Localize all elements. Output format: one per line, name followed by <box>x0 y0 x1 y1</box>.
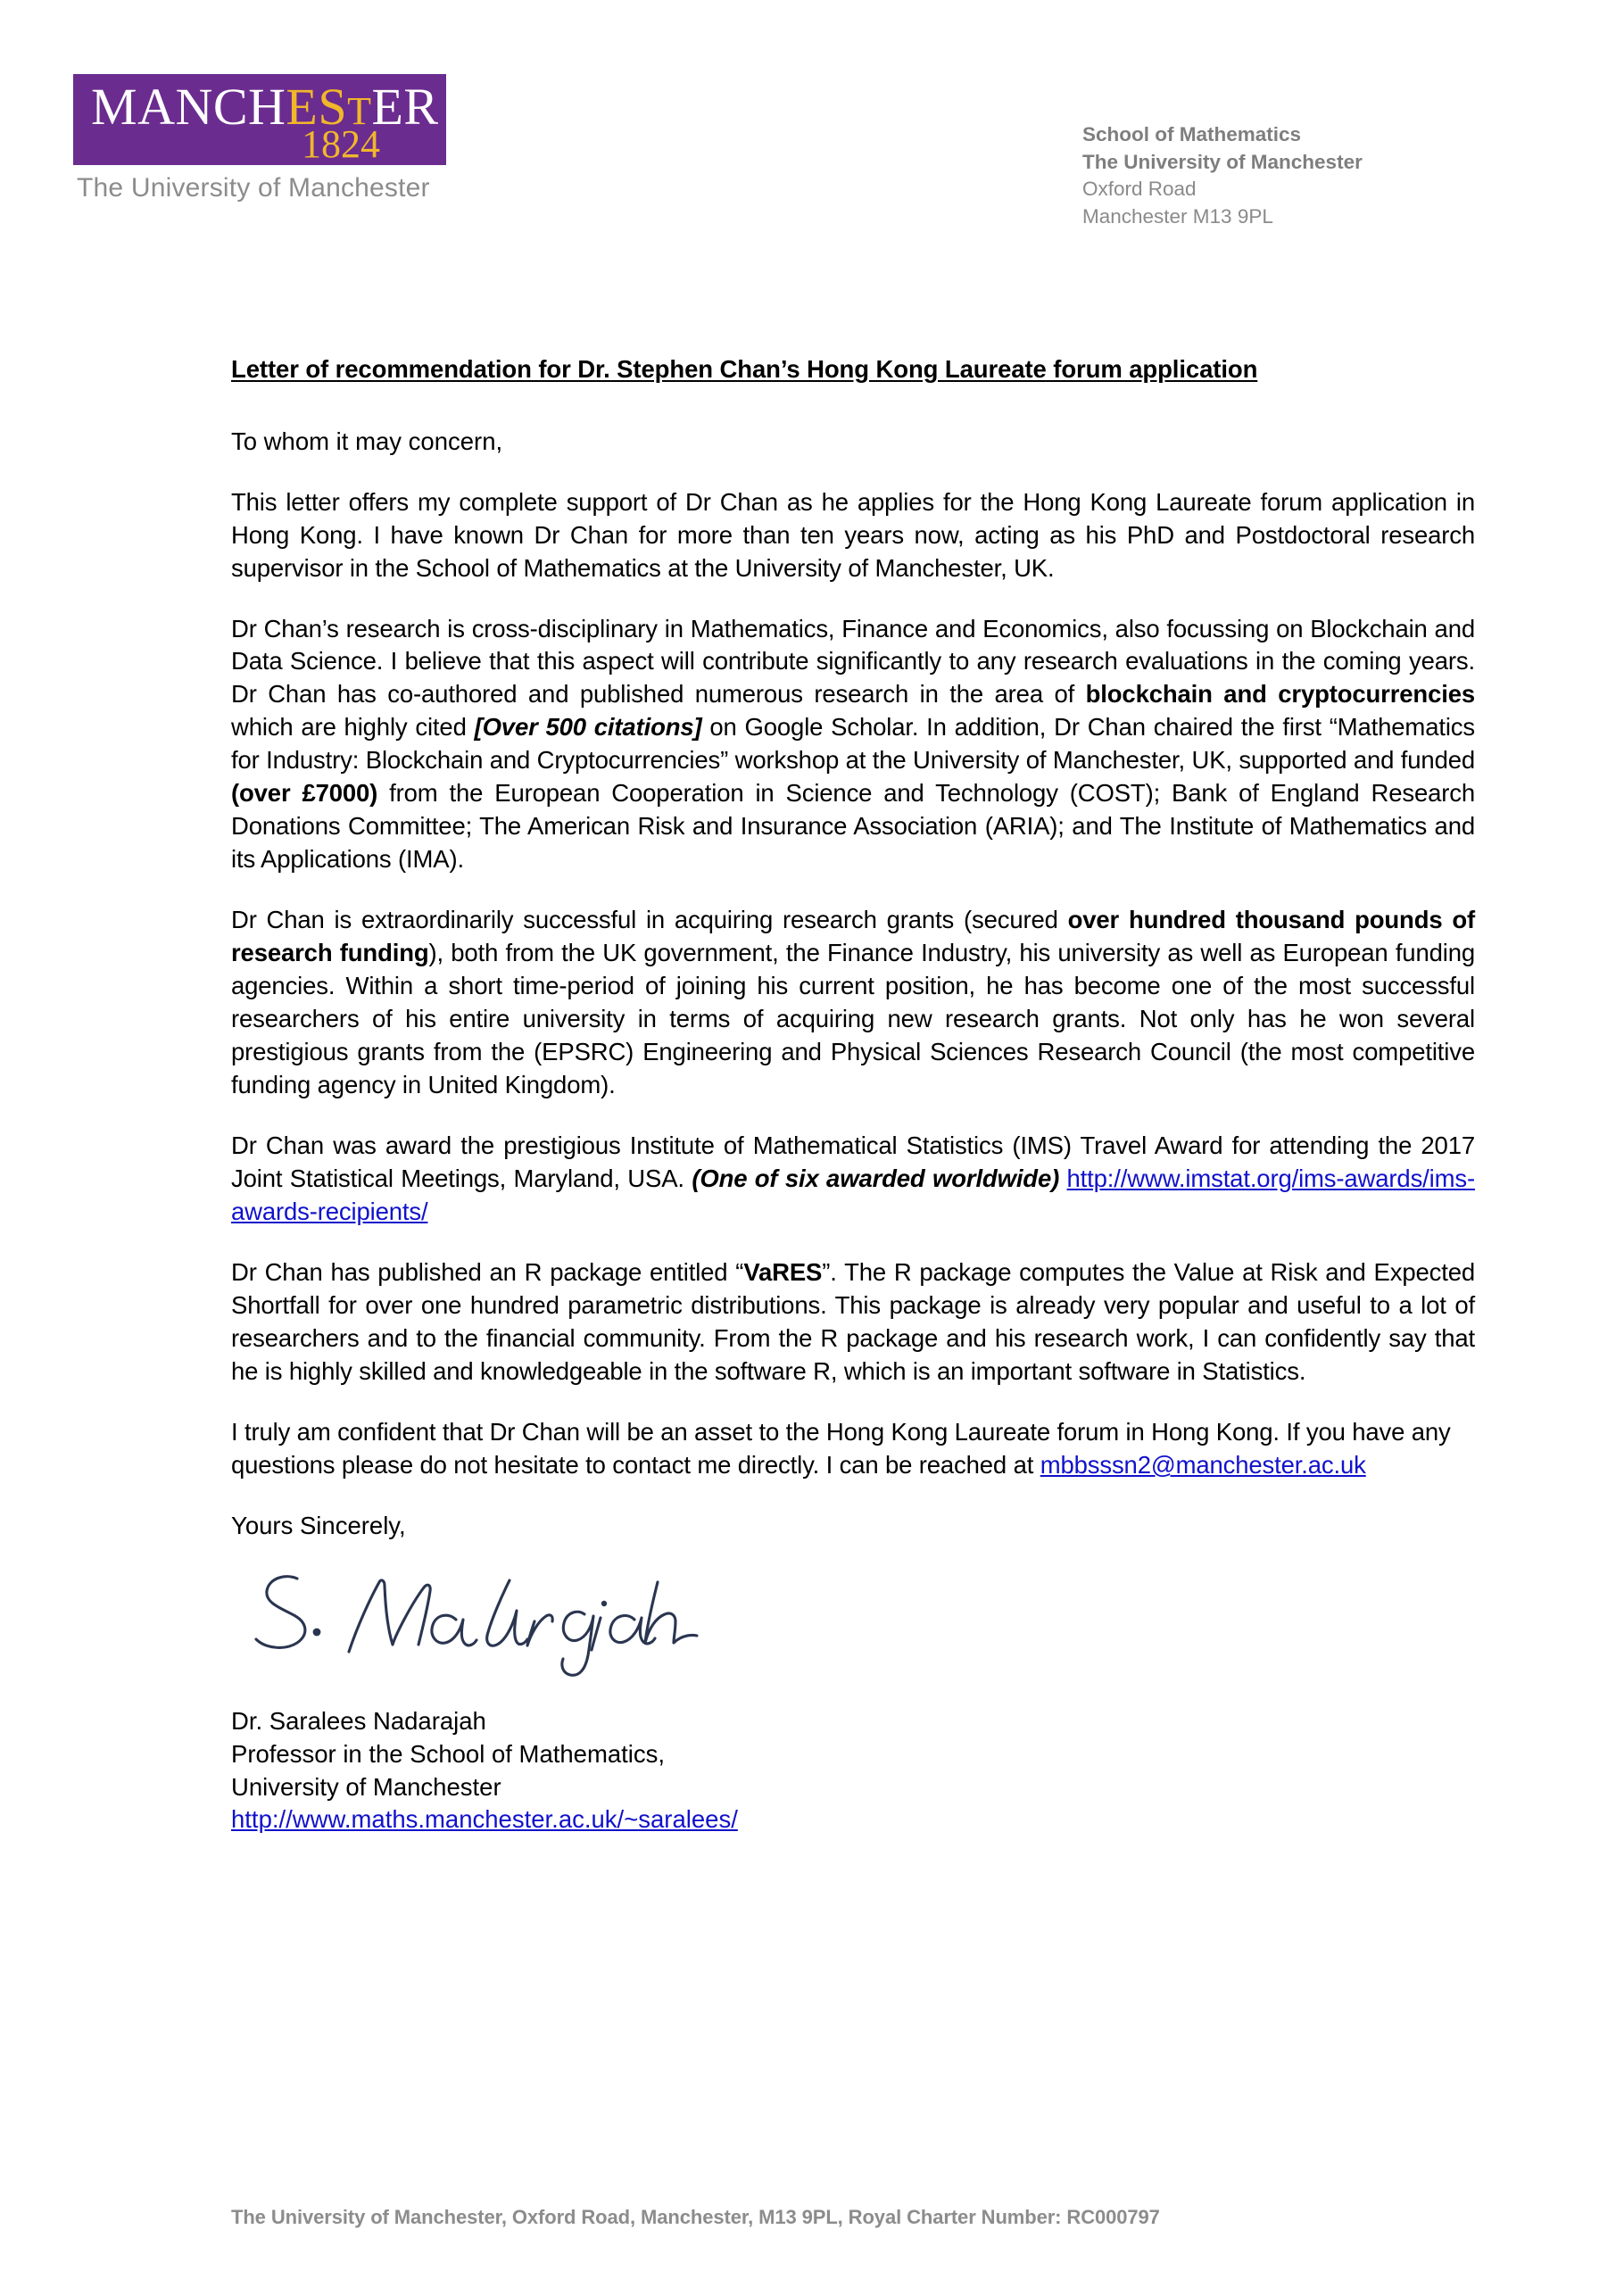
salutation: To whom it may concern, <box>231 427 503 455</box>
logo-year: 1824 <box>302 122 380 165</box>
address-line-street: Oxford Road <box>1082 178 1197 201</box>
closing-line: Yours Sincerely, <box>231 1512 406 1540</box>
paragraph-vares-package <box>231 1256 1475 1388</box>
handwritten-signature <box>245 1559 709 1684</box>
address-line-school: School of Mathematics <box>1082 123 1302 145</box>
logo-word-part-2: ES <box>286 78 348 136</box>
page-footer: The University of Manchester, Oxford Road, Manchester, M13 9PL, Royal Charter Number: RC000797 <box>231 2206 1160 2228</box>
paragraph-ims-award <box>231 1130 1475 1229</box>
p2-bold-italic-citations: [Over 500 citations] <box>474 713 702 742</box>
logo-word-part-4: ER <box>371 78 439 136</box>
p3-bold-research-funding: over hundred thousand pounds of research funding <box>231 906 1475 967</box>
ims-awards-link[interactable]: http://www.imstat.org/ims-awards/ims-awards-recipients/ <box>231 1165 1475 1226</box>
paragraph-research <box>231 613 1475 877</box>
signer-role: Professor in the School of Mathematics, <box>231 1739 666 1768</box>
signer-homepage-link[interactable]: http://www.maths.manchester.ac.uk/~saralees/ <box>231 1805 738 1834</box>
paragraph-intro <box>231 486 1475 585</box>
p2-text-a: Dr Chan’s research is cross-disciplinary in Mathematics, Finance and Economics, also focussing on Blockchain and Data Science. I believe that this aspect will contribute significantly to any research evaluations in the coming years. Dr Chan has co-authored and published numerous research in the area of <box>231 614 1475 709</box>
p4-bold-italic-award: (One of six awarded worldwide) <box>692 1165 1060 1193</box>
letter-body <box>231 353 1475 1836</box>
p5-text-a: Dr Chan has published an R package entitled “ <box>231 1258 744 1287</box>
address-line-city-postcode: Manchester M13 9PL <box>1082 204 1273 228</box>
paragraph-intro-text: This letter offers my complete support of Dr Chan as he applies for the Hong Kong Laureate forum application in Hong Kong. I have known Dr Chan for more than ten years now, acting as his PhD and Postdoctoral research supervisor in the School of Mathematics at the University of Manchester, UK. <box>231 487 1475 582</box>
p3-text-a: Dr Chan is extraordinarily successful in acquiring research grants (secured <box>231 906 1068 934</box>
signer-institution: University of Manchester <box>231 1772 501 1801</box>
p3-text-b: ), both from the UK government, the Finance Industry, his university as well as European funding agencies. Within a short time-period of joining his current position, he has become one of the most successful researchers of his entire university in terms of acquiring new research grants. Not only has he won several prestigious grants from the (EPSRC) Engineering and Physical Sciences Research Council (the most competitive funding agency in United Kingdom). <box>231 939 1475 1099</box>
header-address-block <box>1082 121 1363 230</box>
logo-word-part-1: MANCH <box>91 78 286 136</box>
p5-bold-vares: VaRES <box>743 1258 823 1287</box>
p5-text-b: ”. The R package computes the Value at Risk and Expected Shortfall for over one hundred parametric distributions. This package is already very popular and useful to a lot of researchers and to the financial community. From the R package and his research work, I can confidently say that he is highly skilled and knowledgeable in the software R, which is an important software in Statistics. <box>231 1258 1476 1386</box>
p4-text-a: Dr Chan was award the prestigious Institute of Mathematical Statistics (IMS) Travel Award for attending the 2017 Joint Statistical Meetings, Maryland, USA. <box>231 1131 1475 1193</box>
p2-text-d: from the European Cooperation in Science and Technology (COST); Bank of England Research Donations Committee; The American Risk and Insurance Association (ARIA); and The Institute of Mathematics and its Applications (IMA). <box>231 779 1476 874</box>
p2-bold-funding-amount: (over £7000) <box>231 779 378 808</box>
signer-name: Dr. Saralees Nadarajah <box>231 1707 486 1736</box>
logo-word-part-3: T <box>347 89 372 133</box>
page-title: Letter of recommendation for Dr. Stephen Chan’s Hong Kong Laureate forum application <box>231 355 1258 383</box>
signer-block <box>231 1705 1475 1836</box>
p2-text-b: which are highly cited <box>231 713 475 742</box>
logo-purple-box <box>73 74 446 165</box>
paragraph-grants <box>231 904 1475 1102</box>
paragraph-conclusion <box>231 1416 1475 1482</box>
contact-email-link[interactable]: mbbsssn2@manchester.ac.uk <box>1040 1451 1366 1480</box>
letterhead-header <box>0 0 1624 268</box>
p2-bold-blockchain: blockchain and cryptocurrencies <box>1085 680 1476 709</box>
logo-wordmark <box>91 78 439 136</box>
signature-area <box>231 1555 1475 1689</box>
address-line-university: The University of Manchester <box>1082 150 1363 173</box>
logo-strapline: The University of Manchester <box>77 173 430 203</box>
p2-text-c: on Google Scholar. In addition, Dr Chan chaired the first “Mathematics for Industry: Blockchain and Cryptocurrencies” workshop at the University of Manchester, UK, supported and funded <box>231 713 1475 775</box>
university-logo <box>73 74 446 203</box>
p6-text-a: I truly am confident that Dr Chan will be an asset to the Hong Kong Laureate forum in Hong Kong. If you have any questions please do not hesitate to contact me directly. I can be reached at <box>231 1418 1451 1480</box>
